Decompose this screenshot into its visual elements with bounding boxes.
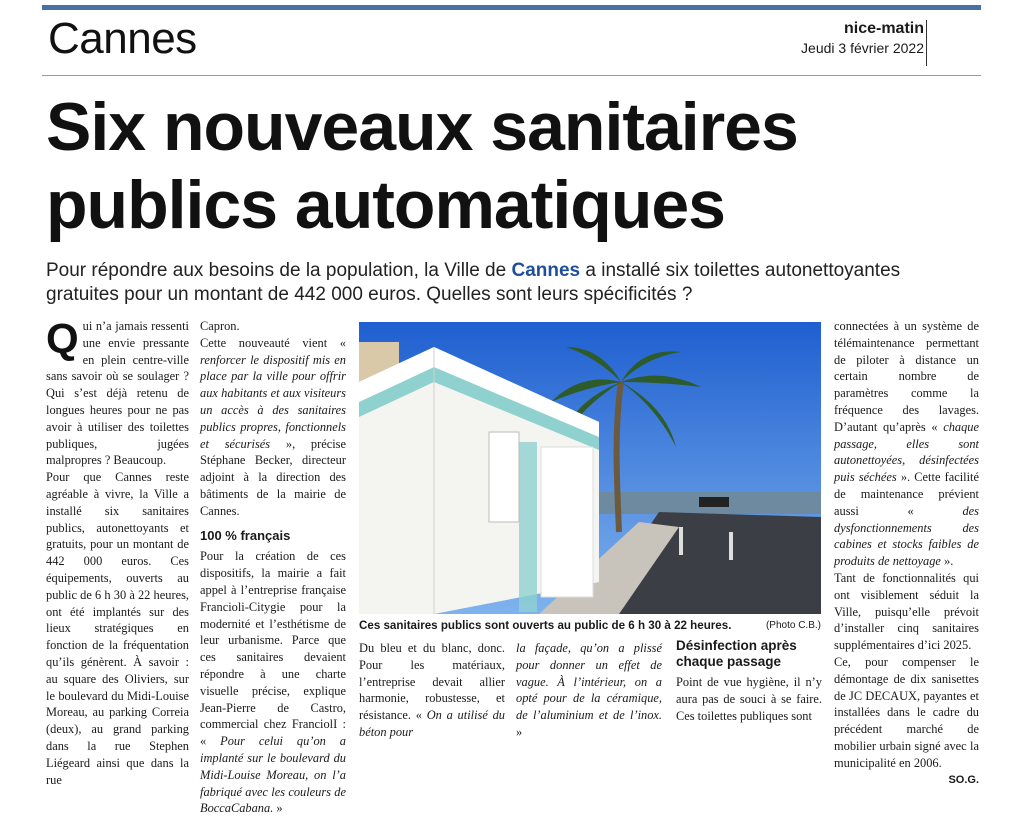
col6-paragraph-1 bbox=[834, 318, 979, 570]
article-dek bbox=[46, 259, 976, 307]
col4-text-end: » bbox=[516, 724, 523, 739]
issue-date: Jeudi 3 février 2022 bbox=[801, 40, 924, 56]
col1-paragraph-2: Pour que Cannes reste agréable à vivre, la Ville a installé six sanitaires publics, autonettoyants et gratuits, pour un montant de 442 000 euros. Ces équipements, ouverts au public de 6 h 30 à 22 heures, ont été implantés sur des lieux stratégiques en fonction de la fréquentation qu’ils génèrent. À savoir : au square des Oliviers, sur le boulevard du Midi-Louise Moreau, au parking Correia (deux), au grand parking dans la rue Stephen Liégeard ainsi que dans la rue bbox=[46, 470, 189, 787]
col2-paragraph-3 bbox=[200, 548, 346, 817]
col2-quote: renforcer le dispositif mis en place par la ville pour offrir aux habitants et aux visiteurs un accès à des sanitaires publics propres, fonctionnels et sécurisés bbox=[200, 352, 346, 451]
col6-quote-1: chaque passage, elles sont autonettoyées, désinfectées puis séchées bbox=[834, 419, 979, 485]
text-column-2 bbox=[200, 318, 346, 817]
article-headline bbox=[46, 88, 966, 244]
header-rule bbox=[42, 75, 981, 76]
dek-city: Cannes bbox=[511, 260, 581, 281]
col6-quote-2: des dysfonctionnements des cabines et stocks faibles de produits de nettoyage bbox=[834, 503, 979, 569]
col6-paragraph-2: Tant de fonctionnalités qui ont visiblement séduit la Ville, puisqu’elle prévoit d’installer cinq sanitaires supplémentaires d’ici 2025. bbox=[834, 570, 979, 653]
subhead-desinfection-line-2: chaque passage bbox=[676, 654, 782, 669]
subhead-desinfection bbox=[676, 638, 822, 670]
col1-paragraph-1 bbox=[46, 315, 189, 469]
author-signature: SO.G. bbox=[948, 773, 979, 786]
drop-cap: Q bbox=[46, 315, 79, 362]
toilet-kiosk-photo bbox=[359, 322, 821, 614]
col2-text-a: Cette nouveauté vient « bbox=[200, 335, 346, 350]
col4-quote: la façade, qu’on a plissé pour donner un effet de vague. À l’intérieur, on a opté pour de la céramique, de l’aluminium et de l’inox. bbox=[516, 641, 662, 723]
col6-text-2: ». Cette facilité de maintenance prévient aussi « bbox=[834, 470, 980, 518]
text-column-6 bbox=[834, 318, 979, 788]
col2-text-3c: » bbox=[273, 801, 283, 816]
col6-paragraph-3: Ce, pour compenser le démontage de dix sanisettes de JC DECAUX, payantes et installées dans le cadre du précédent marché de mobilier urbain signé avec la municipalité en 2006. bbox=[834, 654, 979, 770]
col3-quote: On a utilisé du béton pour bbox=[359, 708, 506, 739]
col2-paragraph-2 bbox=[200, 335, 346, 520]
subhead-100-francais: 100 % français bbox=[200, 527, 291, 543]
headline-line-2: publics automatiques bbox=[46, 167, 725, 243]
text-column-3 bbox=[359, 640, 505, 741]
text-column-4 bbox=[516, 640, 662, 741]
section-title: Cannes bbox=[48, 14, 197, 63]
newspaper-brand: nice-matin bbox=[843, 20, 924, 37]
col2-text-c: », précise Stéphane Becker, directeur adjoint à la direction des bâtiments de la mairie de Cannes. bbox=[200, 436, 346, 518]
text-column-5 bbox=[676, 638, 822, 724]
headline-line-1: Six nouveaux sanitaires bbox=[46, 89, 798, 165]
text-column-1 bbox=[46, 315, 189, 788]
col2-quote-2: Pour celui qu’on a implanté sur le boulevard du Midi-Louise Moreau, on l’a fabriqué avec les couleurs de BoccaCabana. bbox=[200, 734, 346, 816]
col6-text-1: connectées à un système de télémaintenance permettant de piloter à distance un certain nombre de paramètres comme la fréquence des lavages. D’autant qu’après « bbox=[834, 319, 979, 434]
col5-paragraph-1: Point de vue hygiène, il n’y aura pas de souci à se faire. Ces toilettes publiques sont bbox=[676, 675, 822, 723]
col4-paragraph-1 bbox=[516, 640, 662, 741]
col2-paragraph-1: Capron. bbox=[200, 319, 240, 333]
col3-paragraph-1 bbox=[359, 640, 505, 741]
photo-caption-bar bbox=[359, 614, 821, 636]
col2-text-3: Pour la création de ces dispositifs, la mairie a fait appel à l’entreprise française Francioli-Citygie pour la modernité et l’esthétisme de leur urbanisme. Parce que ces sanitaires devaient répondre à une charte visuelle précise, explique Jean-Pierre de Castro, commercial chez FranciolI : « bbox=[200, 549, 346, 749]
article-photo bbox=[359, 322, 821, 614]
col6-text-3: ». bbox=[940, 554, 954, 569]
dek-text-before: Pour répondre aux besoins de la population, la Ville de bbox=[46, 260, 512, 281]
photo-credit: (Photo C.B.) bbox=[765, 619, 821, 631]
photo-caption: Ces sanitaires publics sont ouverts au public de 6 h 30 à 22 heures. bbox=[359, 618, 732, 632]
col3-text-1: Du bleu et du blanc, donc. Pour les matériaux, l’entreprise devait allier harmonie, robustesse, et résistance. « bbox=[359, 641, 505, 723]
dek-text-after: a installé six toilettes autonettoyantes gratuites pour un montant de 442 000 euros. Quelles sont leurs spécificités ? bbox=[46, 260, 901, 305]
top-color-bar bbox=[42, 5, 981, 10]
header-divider bbox=[926, 20, 927, 66]
col1-text-1: ui n’a jamais ressenti une envie pressante en plein centre-ville sans savoir où se soulager ? Qui s’est déjà retenu de longues heures pour ne pas avoir à utiliser des toilettes publiques, jugées malpropres ? Beaucoup. bbox=[46, 319, 189, 468]
subhead-desinfection-line-1: Désinfection après bbox=[676, 638, 797, 653]
